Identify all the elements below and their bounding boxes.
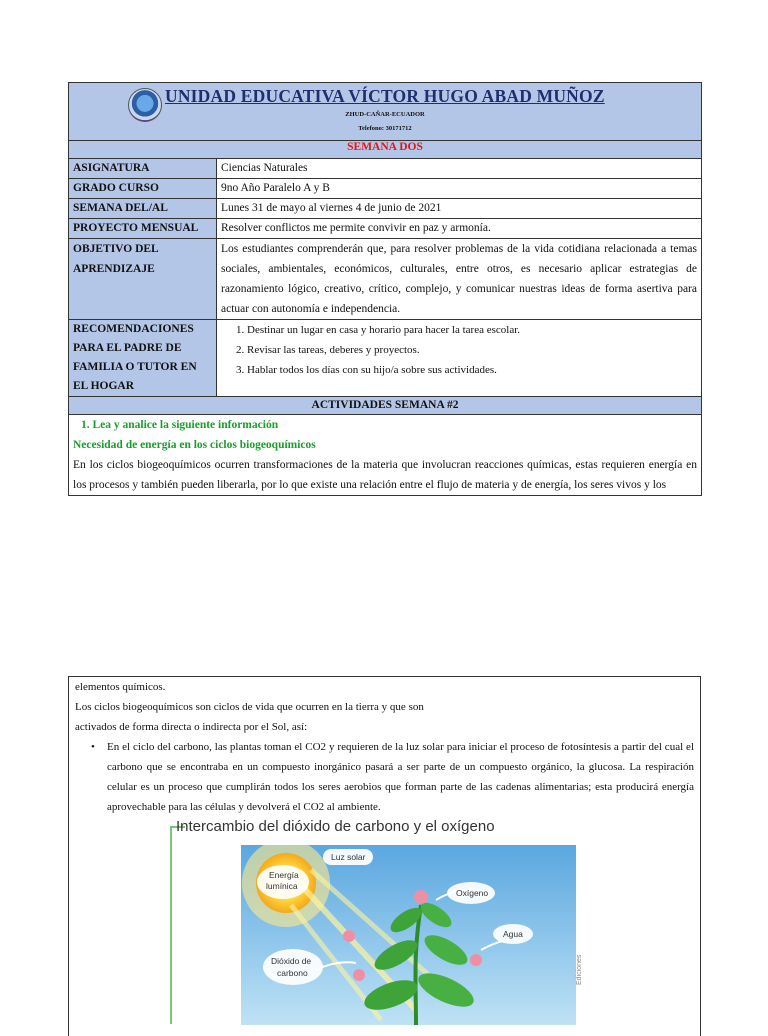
activity-step-1: 1. Lea y analice la siguiente información [81, 419, 279, 431]
school-header [69, 83, 702, 141]
label-water: Agua [503, 929, 523, 939]
photosynthesis-figure [241, 845, 576, 1025]
school-phone: Telefono: 30171712 [358, 125, 412, 132]
continued-line-2: Los ciclos biogeoquímicos son ciclos de vida que ocurren en la tierra y que son [75, 701, 424, 713]
info-table [68, 82, 702, 496]
label-co2-text-line: Dióxido de [271, 956, 312, 966]
label-grade: GRADO CURSO [69, 179, 217, 199]
recommendation-item: 1. Destinar un lugar en casa y horario para hacer la tarea escolar. [247, 320, 697, 340]
label-sunlight-bubble [323, 849, 373, 865]
label-energy-text-line: lumínica [266, 881, 298, 891]
continued-line-1: elementos químicos. [75, 681, 166, 693]
carbon-cycle-bullet [75, 737, 694, 817]
figure-caption: Intercambio del dióxido de carbono y el oxígeno [176, 818, 495, 835]
figure-credit: Ediciones [576, 954, 583, 985]
school-name: UNIDAD EDUCATIVA VÍCTOR HUGO ABAD MUÑOZ [165, 86, 605, 106]
value-project: Resolver conflictos me permite convivir en paz y armonía. [217, 219, 702, 239]
label-sunlight: Luz solar [331, 852, 366, 862]
label-objective: OBJETIVO DEL APRENDIZAJE [69, 239, 217, 320]
flower-icon [353, 969, 365, 981]
recommendation-item: 2. Revisar las tareas, deberes y proyectos. [247, 340, 697, 360]
label-oxygen-bubble [447, 882, 495, 904]
value-subject: Ciencias Naturales [217, 159, 702, 179]
activities-title: ACTIVIDADES SEMANA #2 [69, 397, 702, 415]
flower-icon [470, 954, 482, 966]
label-energy-bubble [257, 865, 309, 899]
figure-accent-vertical-line [170, 826, 172, 1024]
label-oxygen: Oxígeno [456, 888, 489, 898]
carbon-cycle-text: En el ciclo del carbono, las plantas toman el CO2 y requieren de la luz solar para iniciar el proceso de fotosíntesis a partir del cual el carbono que se encontraba en un compuesto inorgánico pasará a ser parte de un compuesto orgánico, la glucosa. La respiración celular es un proceso que cumplirán todos los seres aerobios que forman parte de las cadenas alimentarias; esta producirá energía aprovechable para las células y devolverá el CO2 al ambiente. [107, 741, 694, 813]
recommendations-list-cell [217, 320, 702, 397]
activity-paragraph: En los ciclos biogeoquímicos ocurren transformaciones de la materia que involucran reacciones químicas, estas requieren energía en los procesos y también pueden liberarla, por lo que existe una relación entre el flujo de materia y de energía, los seres vivos y los [73, 459, 697, 491]
label-co2-text-line: carbono [277, 968, 308, 978]
value-week: Lunes 31 de mayo al viernes 4 de junio de 2021 [217, 199, 702, 219]
week-title: SEMANA DOS [69, 141, 702, 159]
label-week: SEMANA DEL/AL [69, 199, 217, 219]
recommendation-item: 3. Hablar todos los días con su hijo/a sobre sus actividades. [247, 360, 697, 380]
bullet-dot-icon: • [91, 741, 95, 753]
label-water-bubble [493, 924, 533, 944]
activity-subtitle: Necesidad de energía en los ciclos biogeoquímicos [73, 439, 316, 451]
recommendations-list [221, 320, 697, 380]
flower-icon [343, 930, 355, 942]
label-subject: ASIGNATURA [69, 159, 217, 179]
label-co2-bubble [263, 949, 323, 985]
label-project: PROYECTO MENSUAL [69, 219, 217, 239]
label-recommendations: RECOMENDACIONES PARA EL PADRE DE FAMILIA O TUTOR EN EL HOGAR [69, 320, 217, 397]
photosynthesis-illustration [241, 845, 576, 1025]
continued-line-3: activados de forma directa o indirecta por el Sol, así: [75, 721, 308, 733]
value-objective: Los estudiantes comprenderán que, para resolver problemas de la vida cotidiana relacionada a temas sociales, ambientales, económicos, culturales, entre otros, es necesario aplicar estrategias de razonamiento lógico, creativo, crítico, complejo, y comunicar nuestras ideas de forma asertiva para actuar con autonomía e independencia. [217, 239, 702, 320]
value-grade: 9no Año Paralelo A y B [217, 179, 702, 199]
document-top-section [68, 82, 701, 496]
label-energy-text-line: Energía [269, 870, 299, 880]
school-location: ZHUD-CAÑAR-ECUADOR [345, 111, 425, 118]
activities-body [69, 415, 702, 496]
flower-icon [414, 890, 428, 904]
